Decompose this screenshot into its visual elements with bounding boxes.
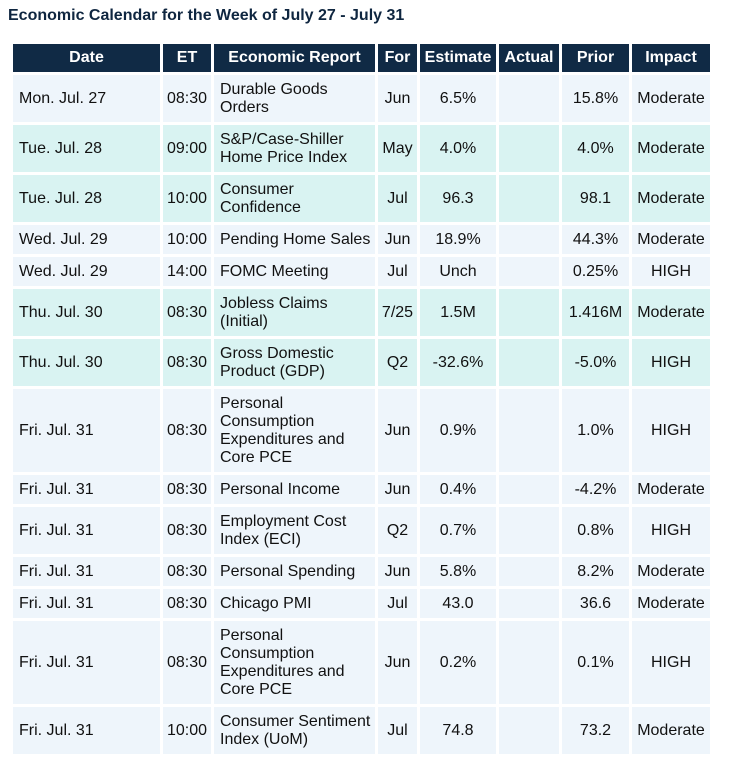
cell-impact: Moderate xyxy=(632,289,710,336)
cell-report: Consumer Sentiment Index (UoM) xyxy=(214,707,375,754)
cell-actual xyxy=(499,589,559,618)
cell-estimate: 0.9% xyxy=(420,389,496,472)
table-row xyxy=(13,621,710,704)
cell-impact: Moderate xyxy=(632,557,710,586)
cell-for: Q2 xyxy=(378,507,417,554)
cell-impact: Moderate xyxy=(632,75,710,122)
header-estimate: Estimate xyxy=(420,44,496,72)
cell-estimate: -32.6% xyxy=(420,339,496,386)
cell-prior: -5.0% xyxy=(562,339,629,386)
cell-prior: 1.416M xyxy=(562,289,629,336)
cell-for: Jul xyxy=(378,707,417,754)
cell-report: Consumer Confidence xyxy=(214,175,375,222)
cell-et: 10:00 xyxy=(163,225,211,254)
cell-et: 08:30 xyxy=(163,389,211,472)
cell-for: Jul xyxy=(378,257,417,286)
cell-actual xyxy=(499,475,559,504)
cell-date: Fri. Jul. 31 xyxy=(13,621,160,704)
cell-et: 08:30 xyxy=(163,475,211,504)
cell-impact: HIGH xyxy=(632,507,710,554)
cell-impact: Moderate xyxy=(632,225,710,254)
cell-impact: Moderate xyxy=(632,175,710,222)
cell-estimate: 74.8 xyxy=(420,707,496,754)
cell-date: Thu. Jul. 30 xyxy=(13,339,160,386)
cell-actual xyxy=(499,75,559,122)
cell-estimate: 4.0% xyxy=(420,125,496,172)
cell-for: May xyxy=(378,125,417,172)
cell-date: Wed. Jul. 29 xyxy=(13,225,160,254)
header-for: For xyxy=(378,44,417,72)
cell-actual xyxy=(499,389,559,472)
cell-actual xyxy=(499,175,559,222)
cell-for: Jun xyxy=(378,621,417,704)
header-row xyxy=(13,44,710,72)
cell-for: Jun xyxy=(378,557,417,586)
table-row xyxy=(13,507,710,554)
table-row xyxy=(13,75,710,122)
cell-estimate: 0.4% xyxy=(420,475,496,504)
cell-estimate: 0.2% xyxy=(420,621,496,704)
cell-et: 08:30 xyxy=(163,507,211,554)
cell-prior: 15.8% xyxy=(562,75,629,122)
header-et: ET xyxy=(163,44,211,72)
cell-prior: -4.2% xyxy=(562,475,629,504)
cell-et: 08:30 xyxy=(163,589,211,618)
table-row xyxy=(13,389,710,472)
cell-et: 08:30 xyxy=(163,557,211,586)
table-row xyxy=(13,125,710,172)
cell-prior: 1.0% xyxy=(562,389,629,472)
cell-for: Jul xyxy=(378,589,417,618)
cell-estimate: 1.5M xyxy=(420,289,496,336)
cell-et: 10:00 xyxy=(163,175,211,222)
table-row xyxy=(13,257,710,286)
cell-for: Jun xyxy=(378,75,417,122)
cell-date: Mon. Jul. 27 xyxy=(13,75,160,122)
cell-actual xyxy=(499,125,559,172)
cell-prior: 0.25% xyxy=(562,257,629,286)
cell-estimate: 96.3 xyxy=(420,175,496,222)
cell-for: Jun xyxy=(378,389,417,472)
cell-impact: Moderate xyxy=(632,475,710,504)
cell-prior: 36.6 xyxy=(562,589,629,618)
cell-impact: Moderate xyxy=(632,125,710,172)
cell-date: Fri. Jul. 31 xyxy=(13,557,160,586)
cell-estimate: 5.8% xyxy=(420,557,496,586)
cell-date: Fri. Jul. 31 xyxy=(13,507,160,554)
cell-et: 09:00 xyxy=(163,125,211,172)
cell-prior: 98.1 xyxy=(562,175,629,222)
cell-report: S&P/Case-Shiller Home Price Index xyxy=(214,125,375,172)
cell-impact: HIGH xyxy=(632,257,710,286)
cell-report: Personal Income xyxy=(214,475,375,504)
table-row xyxy=(13,557,710,586)
cell-report: FOMC Meeting xyxy=(214,257,375,286)
cell-impact: Moderate xyxy=(632,589,710,618)
table-row xyxy=(13,175,710,222)
cell-actual xyxy=(499,289,559,336)
cell-actual xyxy=(499,621,559,704)
cell-report: Pending Home Sales xyxy=(214,225,375,254)
table-row xyxy=(13,589,710,618)
page-title: Economic Calendar for the Week of July 27 - July 31 xyxy=(8,7,405,24)
header-impact: Impact xyxy=(632,44,710,72)
header-report: Economic Report xyxy=(214,44,375,72)
table-row xyxy=(13,475,710,504)
cell-et: 10:00 xyxy=(163,707,211,754)
cell-estimate: 43.0 xyxy=(420,589,496,618)
header-actual: Actual xyxy=(499,44,559,72)
table-row xyxy=(13,289,710,336)
cell-for: Jun xyxy=(378,475,417,504)
cell-et: 08:30 xyxy=(163,339,211,386)
cell-actual xyxy=(499,557,559,586)
cell-estimate: 0.7% xyxy=(420,507,496,554)
cell-date: Wed. Jul. 29 xyxy=(13,257,160,286)
cell-actual xyxy=(499,507,559,554)
cell-date: Fri. Jul. 31 xyxy=(13,589,160,618)
header-date: Date xyxy=(13,44,160,72)
cell-actual xyxy=(499,257,559,286)
cell-date: Thu. Jul. 30 xyxy=(13,289,160,336)
cell-prior: 73.2 xyxy=(562,707,629,754)
cell-date: Fri. Jul. 31 xyxy=(13,707,160,754)
cell-actual xyxy=(499,707,559,754)
cell-impact: HIGH xyxy=(632,389,710,472)
cell-actual xyxy=(499,339,559,386)
cell-report: Employment Cost Index (ECI) xyxy=(214,507,375,554)
cell-for: Jul xyxy=(378,175,417,222)
economic-calendar-table xyxy=(10,41,713,757)
cell-et: 14:00 xyxy=(163,257,211,286)
header-prior: Prior xyxy=(562,44,629,72)
cell-report: Personal Spending xyxy=(214,557,375,586)
cell-impact: HIGH xyxy=(632,621,710,704)
cell-report: Personal Consumption Expenditures and Core PCE xyxy=(214,389,375,472)
cell-impact: Moderate xyxy=(632,707,710,754)
table-row xyxy=(13,707,710,754)
cell-for: 7/25 xyxy=(378,289,417,336)
cell-prior: 0.8% xyxy=(562,507,629,554)
cell-report: Personal Consumption Expenditures and Core PCE xyxy=(214,621,375,704)
cell-report: Chicago PMI xyxy=(214,589,375,618)
cell-report: Jobless Claims (Initial) xyxy=(214,289,375,336)
cell-prior: 44.3% xyxy=(562,225,629,254)
cell-date: Fri. Jul. 31 xyxy=(13,475,160,504)
cell-for: Q2 xyxy=(378,339,417,386)
cell-report: Durable Goods Orders xyxy=(214,75,375,122)
cell-prior: 8.2% xyxy=(562,557,629,586)
table-row xyxy=(13,225,710,254)
table-row xyxy=(13,339,710,386)
cell-date: Tue. Jul. 28 xyxy=(13,175,160,222)
cell-estimate: Unch xyxy=(420,257,496,286)
cell-estimate: 6.5% xyxy=(420,75,496,122)
cell-report: Gross Domestic Product (GDP) xyxy=(214,339,375,386)
cell-impact: HIGH xyxy=(632,339,710,386)
cell-estimate: 18.9% xyxy=(420,225,496,254)
cell-et: 08:30 xyxy=(163,621,211,704)
cell-date: Tue. Jul. 28 xyxy=(13,125,160,172)
cell-actual xyxy=(499,225,559,254)
cell-prior: 4.0% xyxy=(562,125,629,172)
cell-et: 08:30 xyxy=(163,75,211,122)
cell-date: Fri. Jul. 31 xyxy=(13,389,160,472)
cell-et: 08:30 xyxy=(163,289,211,336)
cell-for: Jun xyxy=(378,225,417,254)
cell-prior: 0.1% xyxy=(562,621,629,704)
